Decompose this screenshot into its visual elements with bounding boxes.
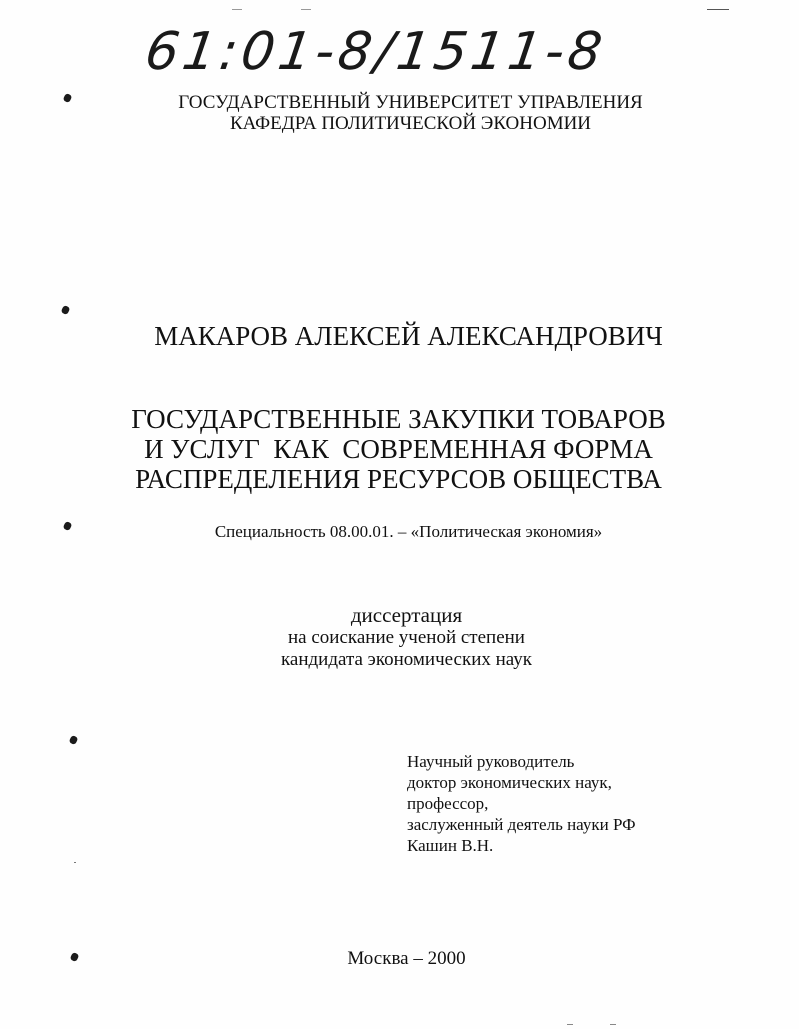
title-line-1: ГОСУДАРСТВЕННЫЕ ЗАКУПКИ ТОВАРОВ (131, 404, 666, 434)
degree-type: диссертация (350, 603, 463, 627)
author-name: МАКАРОВ АЛЕКСЕЙ АЛЕКСАНДРОВИЧ (154, 321, 663, 351)
advisor-honor: заслуженный деятель науки РФ (407, 815, 636, 834)
title-line-2: И УСЛУГ КАК СОВРЕМЕННАЯ ФОРМА (144, 434, 653, 464)
scan-tick (707, 9, 729, 10)
advisor-role: Научный руководитель (407, 752, 575, 771)
specialty-line: Специальность 08.00.01. – «Политическая экономия» (214, 522, 603, 541)
punch-mark (61, 305, 71, 315)
scan-tick (301, 9, 311, 10)
advisor-block (407, 751, 636, 856)
scan-tick (232, 9, 242, 10)
archive-code-handwritten: 61:01-8/1511-8 (141, 22, 610, 82)
university-header (0, 92, 799, 134)
degree-purpose: на соискание ученой степени (288, 627, 525, 648)
advisor-title: профессор, (407, 794, 489, 813)
punch-mark (69, 735, 79, 745)
degree-block (0, 603, 799, 671)
scan-tick (74, 862, 76, 863)
scan-tick (567, 1024, 573, 1025)
degree-field: кандидата экономических наук (280, 649, 533, 670)
scan-tick (610, 1024, 616, 1025)
university-name: ГОСУДАРСТВЕННЫЙ УНИВЕРСИТЕТ УПРАВЛЕНИЯ (178, 92, 643, 113)
advisor-name: Кашин В.Н. (407, 836, 494, 855)
dissertation-title (0, 404, 799, 494)
title-line-3: РАСПРЕДЕЛЕНИЯ РЕСУРСОВ ОБЩЕСТВА (135, 464, 662, 494)
advisor-degree: доктор экономических наук, (407, 773, 612, 792)
city-year: Москва – 2000 (347, 948, 466, 969)
department-name: КАФЕДРА ПОЛИТИЧЕСКОЙ ЭКОНОМИИ (229, 113, 592, 134)
